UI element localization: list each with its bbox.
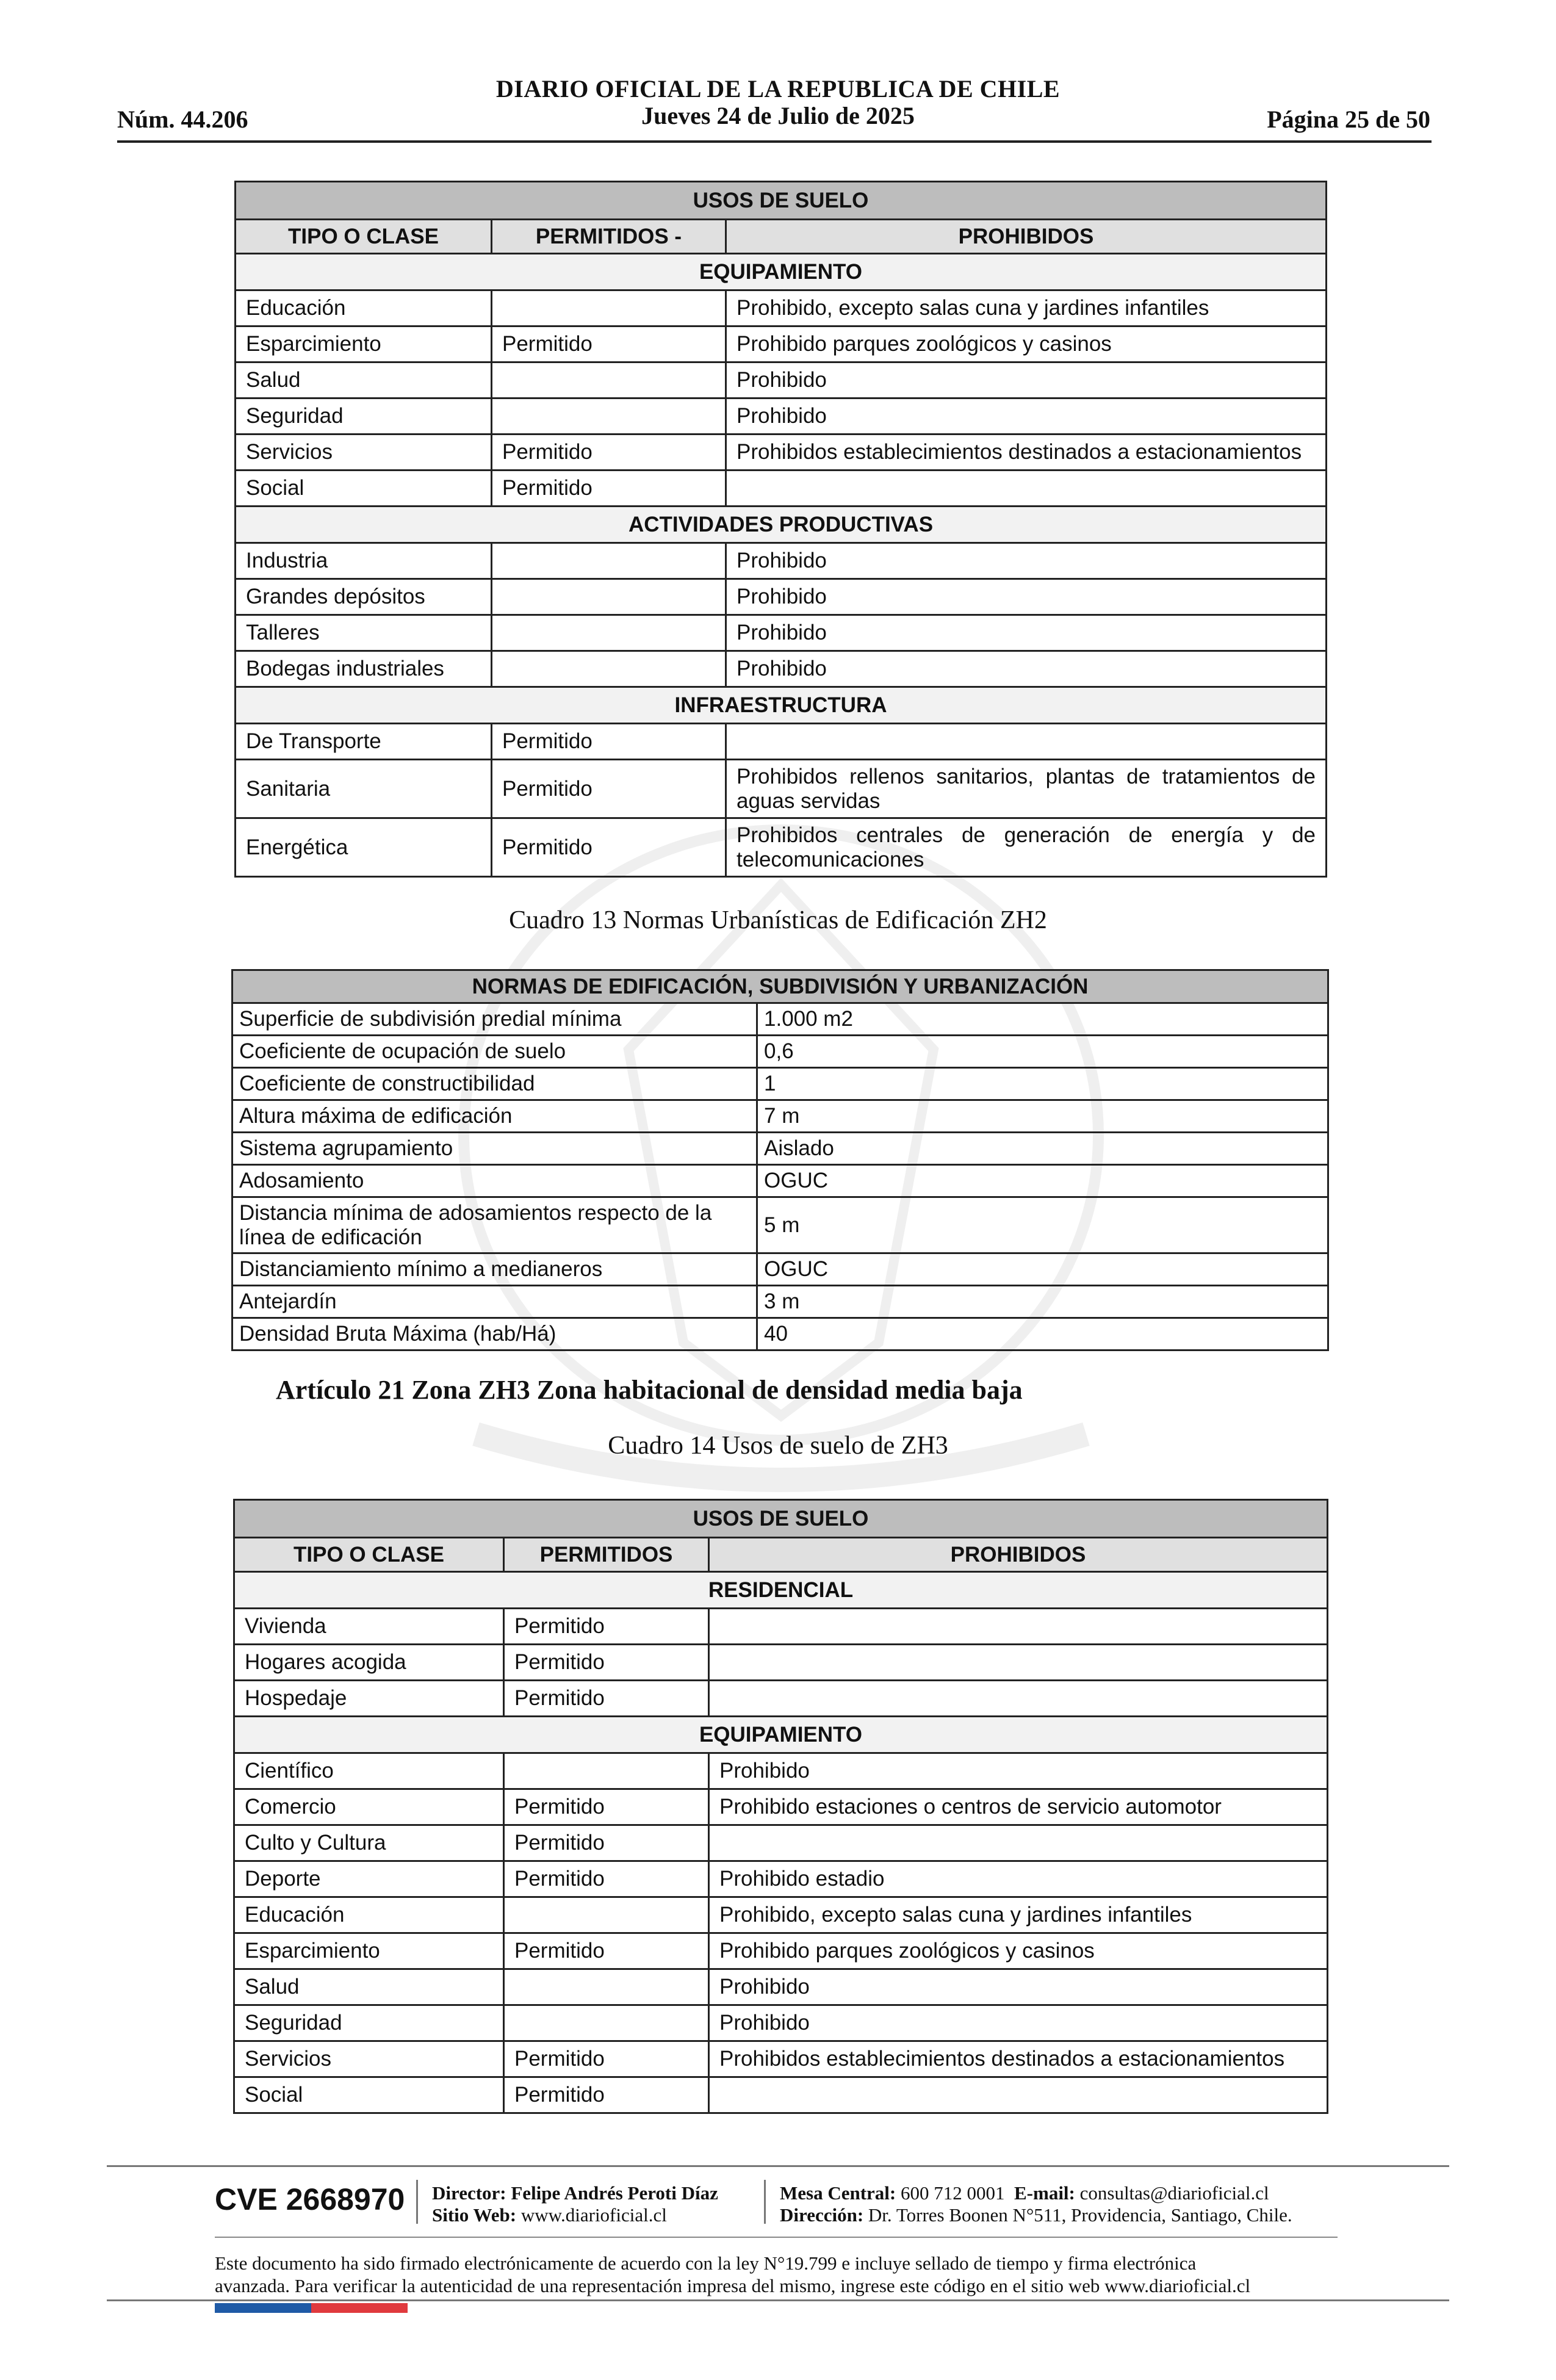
table-row: Social Permitido: [236, 471, 1327, 507]
column-header: TIPO O CLASE: [234, 1538, 504, 1572]
building-norms-table-zh2: [231, 969, 1329, 1351]
footer-separator: [764, 2180, 766, 2224]
table-row: Adosamiento OGUC: [232, 1165, 1328, 1197]
table-row: Antejardín 3 m: [232, 1286, 1328, 1318]
table-row: Hogares acogida Permitido: [234, 1645, 1328, 1681]
flag-bar-blue: [215, 2303, 311, 2313]
section-header: EQUIPAMIENTO: [234, 1717, 1328, 1753]
table-row: Deporte Permitido Prohibido estadio: [234, 1861, 1328, 1897]
table-row: Comercio Permitido Prohibido estaciones o centros de servicio automotor: [234, 1789, 1328, 1825]
table-row: Densidad Bruta Máxima (hab/Há) 40: [232, 1318, 1328, 1350]
section-header: EQUIPAMIENTO: [236, 254, 1327, 290]
table-title: NORMAS DE EDIFICACIÓN, SUBDIVISIÓN Y URBANIZACIÓN: [232, 970, 1328, 1003]
header-rule: [117, 140, 1432, 143]
table-row: Social Permitido: [234, 2077, 1328, 2113]
table-row: Coeficiente de constructibilidad 1: [232, 1068, 1328, 1100]
table-row: Servicios Permitido Prohibidos establecimientos destinados a estacionamientos: [236, 435, 1327, 471]
website-link[interactable]: www.diarioficial.cl: [520, 2204, 667, 2226]
table-row: Superficie de subdivisión predial mínima 1.000 m2: [232, 1003, 1328, 1036]
table-row: Seguridad Prohibido: [234, 2005, 1328, 2041]
table-row: Salud Prohibido: [236, 362, 1327, 398]
table-row: Bodegas industriales Prohibido: [236, 651, 1327, 687]
section-header: RESIDENCIAL: [234, 1572, 1328, 1609]
article-heading: Artículo 21 Zona ZH3 Zona habitacional de densidad media baja: [276, 1375, 1023, 1405]
footer-rule-bottom: [107, 2299, 1449, 2301]
section-header: INFRAESTRUCTURA: [236, 687, 1327, 724]
column-header: PROHIBIDOS: [709, 1538, 1328, 1572]
table-row: Educación Prohibido, excepto salas cuna y jardines infantiles: [236, 290, 1327, 326]
table-row: Culto y Cultura Permitido: [234, 1825, 1328, 1861]
table-row: De Transporte Permitido: [236, 724, 1327, 760]
table-row: Talleres Prohibido: [236, 615, 1327, 651]
flag-bar-red: [311, 2303, 408, 2313]
table-row: Educación Prohibido, excepto salas cuna y jardines infantiles: [234, 1897, 1328, 1933]
table-row: Científico Prohibido: [234, 1753, 1328, 1789]
table-row: Servicios Permitido Prohibidos establecimientos destinados a estacionamientos: [234, 2041, 1328, 2077]
land-use-table-zh3: [233, 1499, 1328, 2114]
table-row: Altura máxima de edificación 7 m: [232, 1100, 1328, 1133]
table-row: Sanitaria Permitido Prohibidos rellenos sanitarios, plantas de tratamientos de aguas servidas: [236, 760, 1327, 818]
column-header: TIPO O CLASE: [236, 220, 492, 254]
table-row: Esparcimiento Permitido Prohibido parques zoológicos y casinos: [234, 1933, 1328, 1969]
column-header: PERMITIDOS -: [492, 220, 726, 254]
column-header: PROHIBIDOS: [726, 220, 1327, 254]
table-row: Grandes depósitos Prohibido: [236, 579, 1327, 615]
table-row: Esparcimiento Permitido Prohibido parques zoológicos y casinos: [236, 326, 1327, 362]
issue-number: Núm. 44.206: [117, 106, 248, 133]
newspaper-title: DIARIO OFICIAL DE LA REPUBLICA DE CHILE: [495, 75, 1061, 103]
table-row: Salud Prohibido: [234, 1969, 1328, 2005]
table-row: Distanciamiento mínimo a medianeros OGUC: [232, 1253, 1328, 1286]
issue-date: Jueves 24 de Julio de 2025: [641, 102, 915, 129]
table-caption-14: Cuadro 14 Usos de suelo de ZH3: [608, 1432, 948, 1460]
footer-contact: Mesa Central: 600 712 0001 E-mail: consultas@diarioficial.cl: [780, 2182, 1269, 2204]
footer-separator: [416, 2180, 418, 2224]
table-row: Coeficiente de ocupación de suelo 0,6: [232, 1036, 1328, 1068]
table-row: Seguridad Prohibido: [236, 398, 1327, 435]
section-header: ACTIVIDADES PRODUCTIVAS: [236, 507, 1327, 543]
column-header: PERMITIDOS: [504, 1538, 709, 1572]
table-row: Energética Permitido Prohibidos centrales de generación de energía y de telecomunicaciones: [236, 818, 1327, 877]
page-number: Página 25 de 50: [1267, 106, 1430, 133]
table-row: Sistema agrupamiento Aislado: [232, 1133, 1328, 1165]
footer-director: Director: Felipe Andrés Peroti Díaz: [432, 2182, 718, 2204]
cve-code: CVE 2668970: [215, 2182, 405, 2216]
table-title: USOS DE SUELO: [234, 1500, 1328, 1538]
table-row: Industria Prohibido: [236, 543, 1327, 579]
table-caption-13: Cuadro 13 Normas Urbanísticas de Edificación ZH2: [509, 906, 1047, 934]
table-title: USOS DE SUELO: [236, 182, 1327, 220]
table-row: Distancia mínima de adosamientos respecto de la línea de edificación 5 m: [232, 1197, 1328, 1253]
table-row: Hospedaje Permitido: [234, 1681, 1328, 1717]
footer-website: Sitio Web: www.diarioficial.cl: [432, 2204, 667, 2226]
table-row: Vivienda Permitido: [234, 1609, 1328, 1645]
legal-notice: Este documento ha sido firmado electrónicamente de acuerdo con la ley N°19.799 e incluye sellado de tiempo y firma electrónica avanzada. Para verificar la autenticidad de una representación impresa del mismo, ingrese este código en el sitio web www.diarioficial.cl: [215, 2252, 1251, 2296]
footer-rule-middle: [215, 2237, 1338, 2238]
email-link[interactable]: consultas@diarioficial.cl: [1079, 2182, 1269, 2204]
land-use-table-zh2: [234, 181, 1327, 878]
footer-address: Dirección: Dr. Torres Boonen N°511, Providencia, Santiago, Chile.: [780, 2204, 1292, 2226]
footer-rule-top: [107, 2165, 1449, 2167]
